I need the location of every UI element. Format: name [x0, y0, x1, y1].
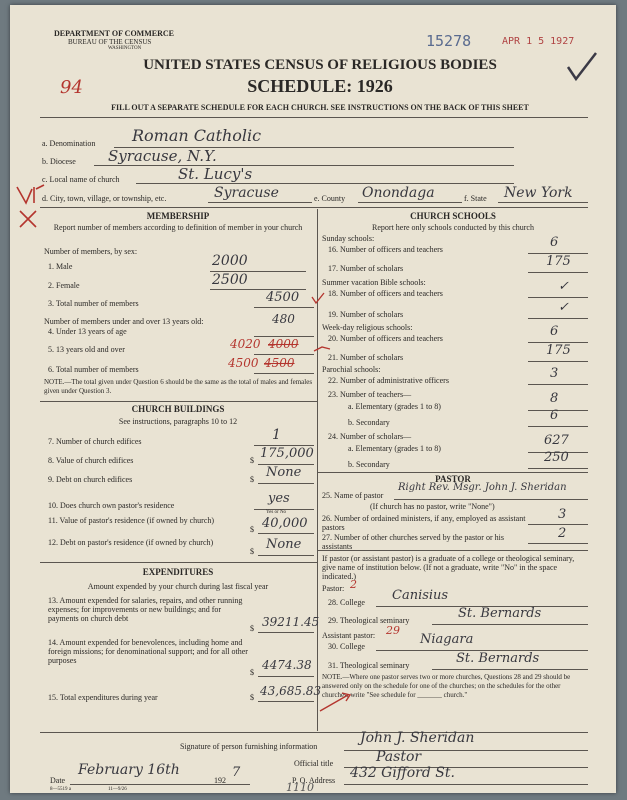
q25-hint: (If church has no pastor, write "None")	[370, 502, 495, 511]
pastor-heading: PASTOR	[435, 474, 471, 484]
q12-label: 12. Debt on pastor's residence (if owned by church)	[48, 538, 214, 547]
received-stamp-number: 15278	[426, 32, 472, 50]
q30-value: Niagara	[420, 632, 474, 647]
q24b-label: b. Secondary	[348, 460, 390, 469]
expenditures-heading: EXPENDITURES	[142, 567, 214, 577]
q13-label: 13. Amount expended for salaries, repairs, and other running expenses; for improvements or new buildings; and for payments on church debt	[48, 596, 243, 623]
q11-label: 11. Value of pastor's residence (if owned by church)	[48, 516, 215, 525]
q17-value: 175	[546, 254, 571, 269]
q6-value: 4500	[228, 356, 259, 370]
q24-label: 24. Number of scholars—	[328, 432, 412, 441]
diocese-label: b. Diocese	[42, 157, 76, 166]
q25-value: Right Rev. Msgr. John J. Sheridan	[398, 482, 567, 493]
q5-struck-value: 4000	[268, 337, 299, 351]
pastor-note: NOTE.—Where one pastor serves two or more churches, Questions 28 and 29 should be answered only on the schedule for one of the churches; on the schedules for the other churches, write "See schedule for _______ church."	[322, 673, 571, 699]
q13-value: 39211.45	[262, 615, 320, 629]
q5-value: 4020	[230, 337, 261, 351]
sunday-schools-label: Sunday schools:	[322, 234, 375, 243]
q24b-value: 250	[544, 450, 569, 465]
official-title-label: Official title	[294, 759, 334, 768]
state-label: f. State	[464, 194, 487, 203]
red-ink-marks-icon	[14, 181, 48, 229]
q28-label: 28. College	[328, 598, 365, 607]
pastor-mark: 2	[350, 578, 357, 591]
local-name-value: St. Lucy's	[178, 165, 253, 183]
q23b-label: b. Secondary	[348, 418, 390, 427]
q8-label: 8. Value of church edifices	[48, 456, 134, 465]
q22-value: 3	[550, 366, 559, 381]
q3-label: 3. Total number of members	[48, 299, 139, 308]
membership-heading: MEMBERSHIP	[146, 211, 210, 221]
q23b-value: 6	[550, 408, 559, 423]
po-address-value: 432 Gifford St.	[350, 765, 455, 781]
denomination-label: a. Denomination	[42, 139, 96, 148]
q4-value: 480	[272, 312, 295, 326]
q22-label: 22. Number of administrative officers	[328, 376, 449, 385]
q19-value: ✓	[558, 300, 569, 315]
buildings-intro: See instructions, paragraphs 10 to 12	[118, 417, 238, 426]
q14-value: 4474.38	[262, 658, 312, 672]
form-code-2: 11—9/26	[108, 787, 127, 792]
q20-label: 20. Number of officers and teachers	[328, 334, 443, 343]
city-value: Syracuse	[214, 185, 279, 201]
q3-value: 4500	[266, 290, 300, 305]
city-label: d. City, town, village, or township, etc.	[42, 194, 167, 203]
summer-schools-label: Summer vacation Bible schools:	[322, 278, 426, 287]
members-by-sex-label: Number of members, by sex:	[44, 247, 138, 256]
q6-struck-value: 4500	[264, 356, 295, 370]
signature-label: Signature of person furnishing information	[180, 742, 318, 751]
form-title: UNITED STATES CENSUS OF RELIGIOUS BODIES	[143, 57, 497, 73]
q25-label: 25. Name of pastor	[322, 491, 384, 500]
q23a-value: 8	[550, 391, 559, 406]
po-address-label: P. O. Address	[292, 776, 336, 785]
q11-value: 40,000	[262, 516, 308, 531]
schools-heading: CHURCH SCHOOLS	[410, 211, 496, 221]
q31-value: St. Bernards	[456, 651, 540, 666]
q10-label: 10. Does church own pastor's residence	[48, 501, 175, 510]
county-label: e. County	[314, 194, 346, 203]
assistant-mark: 29	[386, 624, 400, 637]
q2-value: 2500	[212, 272, 248, 288]
q15-label: 15. Total expenditures during year	[48, 693, 158, 702]
membership-intro: Report number of members according to definition of member in your church	[53, 223, 303, 232]
q9-label: 9. Debt on church edifices	[48, 475, 133, 484]
q1-value: 2000	[212, 253, 248, 269]
q16-label: 16. Number of officers and teachers	[328, 245, 443, 254]
schedule-title: SCHEDULE: 1926	[247, 76, 393, 96]
q18-value: ✓	[558, 279, 569, 294]
parochial-schools-label: Parochial schools:	[322, 365, 381, 374]
date-value: February 16th	[78, 762, 180, 778]
q26-value: 3	[558, 507, 567, 522]
q27-value: 2	[558, 526, 567, 541]
local-name-label: c. Local name of church	[42, 175, 120, 184]
red-arrow-mark-icon	[318, 689, 358, 719]
q12-value: None	[266, 537, 302, 552]
q20-value: 6	[550, 324, 559, 339]
q31-label: 31. Theological seminary	[328, 661, 410, 670]
q9-value: None	[266, 465, 302, 480]
pastor-sub-label: Pastor:	[322, 584, 345, 593]
signature-value: John J. Sheridan	[360, 730, 475, 746]
q15-value: 43,685.83	[260, 684, 322, 698]
q8-value: 175,000	[260, 446, 314, 461]
state-value: New York	[504, 185, 573, 201]
q26-label: 26. Number of ordained ministers, if any, employed as assistant pastors	[322, 514, 526, 532]
buildings-heading: CHURCH BUILDINGS	[131, 404, 225, 414]
form-code: 8—5519 a	[50, 787, 71, 792]
members-by-age-label: Number of members under and over 13 years old:	[44, 317, 204, 326]
q5-label: 5. 13 years old and over	[48, 345, 125, 354]
q23-label: 23. Number of teachers—	[328, 390, 412, 399]
q28-value: Canisius	[392, 588, 449, 603]
graduate-note: If pastor (or assistant pastor) is a graduate of a college or theological seminary, give name of institution below. (If not a graduate, write "No" in the space indicated.)	[322, 554, 575, 581]
q24a-value: 627	[544, 433, 569, 448]
q21-value: 175	[546, 343, 571, 358]
q2-label: 2. Female	[48, 281, 80, 290]
q21-label: 21. Number of scholars	[328, 353, 404, 362]
official-title-value: Pastor	[376, 749, 422, 765]
margin-number: 94	[60, 77, 83, 98]
q6-label: 6. Total number of members	[48, 365, 139, 374]
expenditures-intro: Amount expended by your church during last fiscal year	[87, 582, 269, 591]
q18-label: 18. Number of officers and teachers	[328, 289, 443, 298]
denomination-value: Roman Catholic	[132, 126, 262, 145]
red-tick-marks-icon	[310, 287, 340, 367]
schools-intro: Report here only schools conducted by this church	[372, 223, 534, 232]
q24a-label: a. Elementary (grades 1 to 8)	[348, 444, 441, 453]
q10-hint: Yes or No	[266, 510, 287, 515]
department-name: DEPARTMENT OF COMMERCE	[54, 29, 175, 38]
q4-label: 4. Under 13 years of age	[48, 327, 127, 336]
census-schedule-sheet: DEPARTMENT OF COMMERCE BUREAU OF THE CENSUS WASHINGTON 15278 APR 1 5 1927 UNITED STATES CENSUS OF RELIGIOUS BODIES SCHEDULE: 1926 94 FILL OUT A SEPARATE SCHEDULE FOR EACH CHURCH. SEE INSTRUCTIONS ON THE BACK OF THIS SHEET a. Denomination Roman Catholic b. Diocese Syracuse, N.Y. c. Local name of church St. Lucy's d. City, town, village, or township, etc. Syracuse e. County Onondaga f. State New York MEMBERSHIP Report number of members according to definition of member in your church Number of members, by sex: 1. Male 2000 2. Female 2500 3. Total number of members 4500 Number of members under and over 13 years old: 4. Under 13 years of age 480 5. 13 years old and over 4020 4000 6. Total number of members 4500 4500 NOTE.—The total given under Question 6 should be the same as the total of males and females given under Question 3. CHURCH BUILDINGS See instructions, paragraphs 10 to 12 7. Number of church edifices 1 8. Value of church edifices $ 175,000 9. Debt on church edifices $ None 10. Does church own pastor's residence yes Yes or No 11. Value of pastor's residence (if owned by church) $ 40,000 12. Debt on pastor's residence (if owned by church) $ None EXPENDITURES Amount expended by your church during last fiscal year 13. Amount expended for salaries, repairs, and other running expenses; for improvements or new buildings; and for payments on church debt $ 39211.45 14. Amount expended for benevolences, including home and foreign missions; for denominational support; and for all other purposes $ 4474.38 15. Total expenditures during year $ 43,685.83 CHURCH SCHOOLS Report here only schools conducted by this church Sunday schools: 16. Number of officers and teachers 6 17. Number of scholars 175 Summer vacation Bible schools: 18. Number of officers and teachers ✓ 19. Number of scholars ✓ Week-day religious schools: 20. Number of officers and teachers 6 21. Number of scholars 175 Parochial schools: 22. Number of administrative officers 3 23. Number of teachers— a. Elementary (grades 1 to 8) 8 b. Secondary 6 24. Number of scholars— a. Elementary (grades 1 to 8) 627 b. Secondary 250 PASTOR 25. Name of pastor Right Rev. Msgr. John J. Sheridan (If church has no pastor, write "None") 26. Number of ordained ministers, if any, employed as assistant pastors 3 27. Number of other churches served by the pastor or his assistants 2 If pastor (or assistant pastor) is a graduate of a college or theological seminary, give name of institution below. (If not a graduate, write "No" in the space indicated.) Pastor: 2 28. College Canisius 29. Theological seminary St. Bernards Assistant pastor: 29 30. College Niagara 31. Theological seminary St. Bernards NOTE.—Where one pastor serves two or more churches, Questions 28 and 29 should be answered only on the schedule for one of the churches; on the schedules for the other churches, write "See schedule for _______ church." Signature of person furnishing information John J. Sheridan Official title Pastor Date February 16th 192 7 P. O. Address 432 Gifford St. 8—5519 a 11—9/26 1110	[10, 5, 616, 793]
q30-label: 30. College	[328, 642, 365, 651]
weekday-schools-label: Week-day religious schools:	[322, 323, 413, 332]
q19-label: 19. Number of scholars	[328, 310, 404, 319]
instruction-line: FILL OUT A SEPARATE SCHEDULE FOR EACH CHURCH. SEE INSTRUCTIONS ON THE BACK OF THIS SHEET	[111, 103, 529, 112]
date-label: Date	[50, 776, 66, 785]
bureau-name: BUREAU OF THE CENSUS	[68, 38, 152, 46]
year-digit: 7	[232, 765, 241, 780]
county-value: Onondaga	[362, 185, 435, 201]
q10-value: yes	[268, 491, 290, 506]
membership-note: NOTE.—The total given under Question 6 should be the same as the total of males and females given under Question 3.	[44, 378, 313, 395]
year-prefix: 192	[214, 776, 226, 785]
q23a-label: a. Elementary (grades 1 to 8)	[348, 402, 441, 411]
q7-label: 7. Number of church edifices	[48, 437, 142, 446]
received-stamp-date: APR 1 5 1927	[502, 36, 575, 47]
divider	[40, 117, 588, 118]
bottom-number: 1110	[286, 781, 314, 794]
city-name: WASHINGTON	[108, 46, 142, 51]
diocese-value: Syracuse, N.Y.	[108, 147, 217, 165]
assistant-pastor-label: Assistant pastor:	[322, 631, 376, 640]
q29-value: St. Bernards	[458, 606, 542, 621]
q16-value: 6	[550, 235, 559, 250]
q1-label: 1. Male	[48, 262, 73, 271]
q27-label: 27. Number of other churches served by the pastor or his assistants	[322, 533, 504, 551]
q29-label: 29. Theological seminary	[328, 616, 410, 625]
q14-label: 14. Amount expended for benevolences, including home and foreign missions; for denominational support; and for all other purposes	[48, 638, 248, 665]
q7-value: 1	[272, 427, 281, 443]
q17-label: 17. Number of scholars	[328, 264, 404, 273]
